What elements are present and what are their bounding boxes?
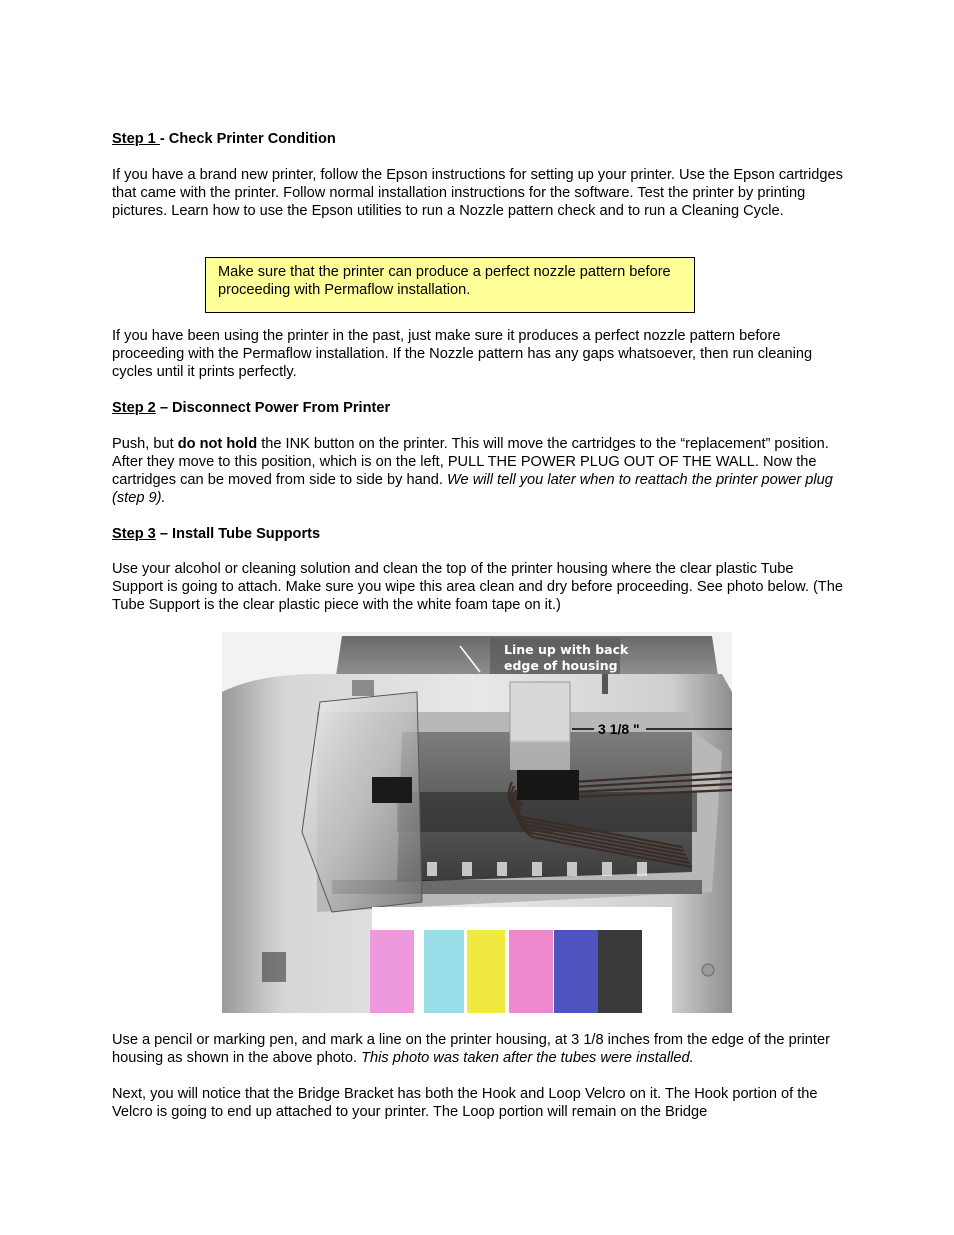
- foam-tape-right: [517, 770, 579, 800]
- callout-text-line1: Line up with back: [504, 642, 629, 657]
- step3-heading: [112, 525, 847, 543]
- printer-button: [702, 964, 714, 976]
- step1-title: - Check Printer Condition: [159, 131, 336, 147]
- step1-heading: [112, 130, 847, 148]
- step3-paragraph: Use your alcohol or cleaning solution and clean the top of the printer housing where the clear plastic Tube Support is going to attach. Make sure you wipe this area clean and dry before proceeding. See photo below. (The Tube Support is the clear plastic piece with the white foam tape on it.): [112, 561, 843, 613]
- step2-bold-text: do not hold: [177, 436, 258, 452]
- step2-heading: [112, 399, 847, 417]
- step2-label: Step 2: [112, 400, 156, 416]
- step2-text-b: the INK button on the printer. This will move the cartridges to the “replacement” position. After they move to this position, which is on the left, PULL THE POWER PLUG OUT OF THE WALL. Now the cartridges can be moved from side to side by hand.: [112, 436, 829, 488]
- step2-paragraph: [112, 435, 847, 507]
- step1-paragraph: If you have a brand new printer, follow the Epson instructions for setting up your printer. Use the Epson cartridges that came with the printer. Follow normal installation instructions for the software. Test the printer by printing pictures. Learn how to use the Epson utilities to run a Nozzle pattern check and to run a Cleaning Cycle.: [112, 167, 843, 219]
- white-foam-block: [510, 682, 570, 742]
- step3-title: – Install Tube Supports: [155, 526, 321, 542]
- measurement-label: 3 1/8 ": [598, 721, 640, 737]
- step3-text-a: Use a pencil or marking pen, and mark a line on the printer housing, at 3 1/8 inches from the edge of the printer housing as shown in the above photo.: [112, 1032, 830, 1066]
- printer-photo: [222, 632, 732, 1013]
- step1-label: Step 1: [112, 131, 160, 147]
- foam-tape-left: [372, 777, 412, 803]
- note-box: Make sure that the printer can produce a perfect nozzle pattern before proceeding with Permaflow installation.: [205, 257, 695, 313]
- step2-italic-text: We will tell you later when to reattach the printer power plug (step 9).: [112, 472, 833, 506]
- callout-text-line2: edge of housing: [504, 658, 618, 673]
- step2-title: – Disconnect Power From Printer: [155, 400, 391, 416]
- step3-italic-text: This photo was taken after the tubes were installed.: [361, 1050, 694, 1066]
- step3-label: Step 3: [112, 526, 156, 542]
- step3-paragraph-2: [112, 1031, 847, 1067]
- step2-text-a: Push, but: [112, 436, 178, 452]
- printer-photo-drawing: [222, 632, 732, 1013]
- step1-paragraph-2: If you have been using the printer in the past, just make sure it produces a perfect nozzle pattern before proceeding with the Permaflow installation. If the Nozzle pattern has any gaps whatsoever, then run cleaning cycles until it prints perfectly.: [112, 328, 813, 380]
- power-button-label: [262, 952, 286, 982]
- step3-paragraph-3: Next, you will notice that the Bridge Bracket has both the Hook and Loop Velcro on it. The Hook portion of the Velcro is going to end up attached to your printer. The Loop portion will remain on the Bridge: [112, 1086, 818, 1120]
